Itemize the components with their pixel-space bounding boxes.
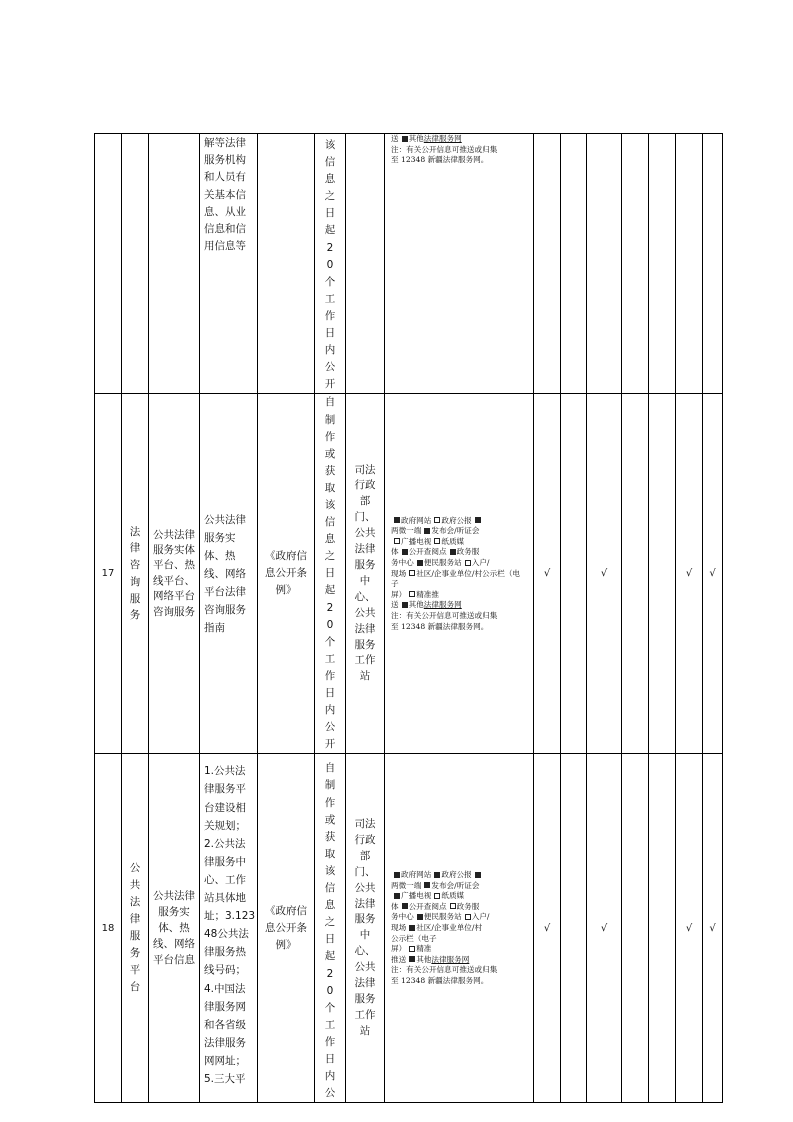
check-mark: √ <box>600 568 608 580</box>
unchecked-box-icon <box>434 893 440 899</box>
method-text: 送 <box>391 600 399 610</box>
checked-box-icon <box>424 528 430 534</box>
checked-box-icon <box>394 517 400 523</box>
row-number-cell <box>95 754 122 1103</box>
item-name-cell <box>122 394 149 754</box>
detail-text: 公共法律服务实体、热线、网络平台法律咨询服务指南 <box>204 513 246 634</box>
check-cell <box>587 134 622 394</box>
check-cell <box>622 134 649 394</box>
subject-cell <box>346 394 385 754</box>
method-line <box>391 870 527 881</box>
row-number: 17 <box>101 568 115 580</box>
timing-text: 自制作或获取该信息之日起20个工作日内公开 <box>324 396 336 751</box>
method-text: 至 12348 新疆法律服务网。 <box>391 975 489 985</box>
methods-cell <box>385 754 534 1103</box>
check-cell <box>649 134 676 394</box>
checked-box-icon <box>394 893 400 899</box>
item-name: 法律咨询服务 <box>129 525 141 622</box>
method-line <box>391 537 527 548</box>
method-line <box>391 955 527 966</box>
method-text: 入户/ <box>471 912 490 922</box>
table-row <box>95 754 723 1103</box>
method-text: 其他 <box>408 134 424 143</box>
method-line <box>391 902 527 913</box>
method-text: 注：有关公开信息可推送或归集 <box>391 965 498 975</box>
method-text: 屏） <box>391 944 407 954</box>
unchecked-box-icon <box>409 591 415 597</box>
method-text: 便民服务站 <box>423 912 462 922</box>
check-mark: √ <box>709 568 716 580</box>
method-line <box>391 934 527 945</box>
method-line <box>391 976 527 987</box>
check-mark: √ <box>685 568 693 580</box>
content-cell <box>149 754 200 1103</box>
timing-cell <box>315 134 346 394</box>
checked-box-icon <box>434 872 440 878</box>
timing-text: 该信息之日起20个工作日内公开 <box>324 139 336 391</box>
methods-cell <box>385 394 534 754</box>
method-text: 体 <box>391 547 399 557</box>
method-line <box>391 622 527 633</box>
method-line <box>391 145 527 156</box>
method-text: 政府公报 <box>441 515 472 525</box>
method-line <box>391 590 527 601</box>
check-cell <box>649 394 676 754</box>
check-cell <box>561 134 587 394</box>
methods-list <box>385 870 533 987</box>
detail-cell <box>200 394 258 754</box>
subject-text: 司法行政部门、公共法律服务中心、公共法律服务工作站 <box>354 817 376 1037</box>
check-cell <box>703 394 723 754</box>
method-text: 政务服 <box>456 901 480 911</box>
check-cell <box>676 754 703 1103</box>
check-mark: √ <box>709 922 716 934</box>
row-number: 18 <box>101 922 115 934</box>
item-name: 公共法律服务平台 <box>129 862 141 994</box>
checked-box-icon <box>424 882 430 888</box>
subject-cell <box>346 754 385 1103</box>
check-cell <box>534 134 561 394</box>
method-text: 公示栏（电子 <box>391 933 437 943</box>
table-row <box>95 394 723 754</box>
basis-cell <box>258 754 315 1103</box>
method-text: 至 12348 新疆法律服务网。 <box>391 155 489 165</box>
method-text: 注：有关公开信息可推送或归集 <box>391 144 498 154</box>
method-text: 现场 <box>391 568 407 578</box>
unchecked-box-icon <box>409 946 415 952</box>
check-cell <box>561 394 587 754</box>
detail-cell <box>200 134 258 394</box>
method-text: 社区/企事业单位/村 <box>416 923 483 933</box>
detail-text: 1.公共法律服务平台建设相关规划；2.公共法律服务中心、工作站具体地址；3.12348公共法律服务热线号码；4.中国法律服务网和各省级法律服务网网址；5.三大平 <box>204 765 256 1085</box>
method-line <box>391 600 527 611</box>
check-cell <box>534 394 561 754</box>
method-text: 两微一端 <box>391 526 422 536</box>
method-text: 发布会/听证会 <box>431 880 480 890</box>
check-cell <box>587 754 622 1103</box>
method-line <box>391 134 527 145</box>
method-text: 纸质媒 <box>441 536 465 546</box>
content-cell <box>149 134 200 394</box>
check-cell <box>649 754 676 1103</box>
checked-box-icon <box>475 872 481 878</box>
method-text: 法律服务网 <box>423 600 462 610</box>
check-cell <box>676 394 703 754</box>
method-text: 推送 <box>391 954 407 964</box>
subject-text: 司法行政部门、公共法律服务中心、公共法律服务工作站 <box>354 463 376 683</box>
disclosure-table <box>94 133 723 1103</box>
check-mark: √ <box>685 922 693 934</box>
method-line <box>391 547 527 558</box>
content-cell <box>149 394 200 754</box>
method-line <box>391 569 527 590</box>
checked-box-icon <box>402 136 408 142</box>
check-cell <box>622 754 649 1103</box>
method-line <box>391 891 527 902</box>
method-text: 精准推 <box>416 589 439 599</box>
unchecked-box-icon <box>434 538 440 544</box>
method-text: 法律服务网 <box>431 954 470 964</box>
method-line <box>391 516 527 527</box>
checked-box-icon <box>475 517 481 523</box>
check-cell <box>587 394 622 754</box>
method-line <box>391 912 527 923</box>
item-name-cell <box>122 134 149 394</box>
method-text: 公开查阅点 <box>408 547 447 557</box>
checked-box-icon <box>402 549 408 555</box>
checked-box-icon <box>402 602 408 608</box>
checked-box-icon <box>417 914 423 920</box>
method-text: 广播电视 <box>401 891 432 901</box>
timing-cell <box>315 394 346 754</box>
method-text: 屏） <box>391 589 407 599</box>
method-text: 体 <box>391 901 399 911</box>
method-text: 社区/企事业单位/村公示栏（电子 <box>391 568 521 589</box>
method-line <box>391 558 527 569</box>
checked-box-icon <box>402 903 408 909</box>
method-text: 精准 <box>416 944 432 954</box>
method-text: 法律服务网 <box>423 134 462 143</box>
method-line <box>391 611 527 622</box>
method-text: 送 <box>391 134 399 143</box>
basis-cell <box>258 134 315 394</box>
methods-list <box>385 516 533 633</box>
check-cell <box>561 754 587 1103</box>
checked-box-icon <box>417 560 423 566</box>
method-text: 注：有关公开信息可推送或归集 <box>391 610 498 620</box>
check-mark: √ <box>543 922 551 934</box>
check-cell <box>622 394 649 754</box>
method-line <box>391 944 527 955</box>
method-text: 其他 <box>408 600 424 610</box>
method-text: 公开查阅点 <box>408 901 447 911</box>
table-row <box>95 134 723 394</box>
methods-cell <box>385 134 534 394</box>
detail-cell <box>200 754 258 1103</box>
unchecked-box-icon <box>465 560 471 566</box>
checked-box-icon <box>450 549 456 555</box>
unchecked-box-icon <box>465 914 471 920</box>
method-text: 现场 <box>391 923 407 933</box>
method-line <box>391 881 527 892</box>
method-text: 至 12348 新疆法律服务网。 <box>391 621 489 631</box>
basis-cell <box>258 394 315 754</box>
method-text: 政府网站 <box>401 515 432 525</box>
row-number-cell <box>95 134 122 394</box>
method-text: 政府网站 <box>401 870 432 880</box>
method-text: 务中心 <box>391 912 414 922</box>
check-mark: √ <box>600 922 608 934</box>
method-text: 纸质媒 <box>441 891 465 901</box>
method-text: 其他 <box>416 954 432 964</box>
timing-cell <box>315 754 346 1103</box>
timing-text: 自制作或获取该信息之日起20个工作日内公 <box>324 762 336 1100</box>
method-text: 发布会/听证会 <box>431 526 480 536</box>
content-text: 公共法律服务实体平台、热线平台、网络平台咨询服务 <box>153 528 195 618</box>
method-text: 两微一端 <box>391 880 422 890</box>
checked-box-icon <box>409 925 415 931</box>
item-name-cell <box>122 754 149 1103</box>
unchecked-box-icon <box>394 538 400 544</box>
check-cell <box>703 134 723 394</box>
check-cell <box>676 134 703 394</box>
method-text: 广播电视 <box>401 536 432 546</box>
checked-box-icon <box>409 956 415 962</box>
basis-text: 《政府信息公开条例》 <box>265 550 307 597</box>
method-text: 政府公报 <box>441 870 472 880</box>
row-number-cell <box>95 394 122 754</box>
detail-text: 解等法律服务机构和人员有关基本信息、从业信息和信用信息等 <box>204 137 246 253</box>
check-cell <box>703 754 723 1103</box>
unchecked-box-icon <box>450 903 456 909</box>
method-text: 务中心 <box>391 558 414 567</box>
method-line <box>391 155 527 166</box>
check-cell <box>534 754 561 1103</box>
method-text: 便民服务站 <box>423 558 462 567</box>
unchecked-box-icon <box>434 517 440 523</box>
method-text: 政务服 <box>456 547 480 557</box>
subject-cell <box>346 134 385 394</box>
method-line <box>391 965 527 976</box>
method-text: 入户/ <box>471 558 490 567</box>
method-line <box>391 923 527 934</box>
content-text: 公共法律服务实体、热线、网络平台信息 <box>153 890 195 967</box>
basis-text: 《政府信息公开条例》 <box>265 904 307 951</box>
unchecked-box-icon <box>409 570 415 576</box>
checked-box-icon <box>394 872 400 878</box>
check-mark: √ <box>543 568 551 580</box>
method-line <box>391 526 527 537</box>
methods-list <box>385 134 533 166</box>
